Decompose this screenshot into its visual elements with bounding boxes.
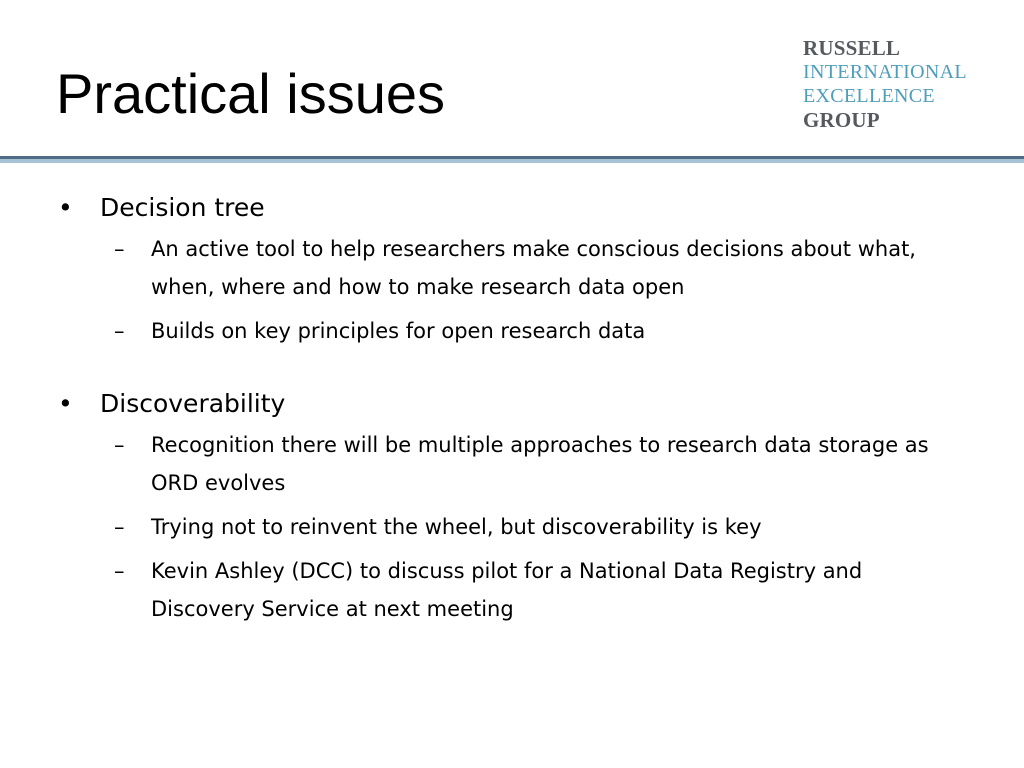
title-divider-shadow (0, 159, 1024, 163)
bullet-text: Discoverability (100, 389, 286, 418)
sub-bullet-text: Recognition there will be multiple approaches to research data storage as ORD evolves (151, 433, 929, 495)
bullet-marker: • (58, 193, 73, 222)
logo-line-international: INTERNATIONAL (803, 61, 967, 83)
dash-marker: – (114, 237, 125, 261)
dash-marker: – (114, 559, 125, 583)
bullet-text: Decision tree (100, 193, 265, 222)
sub-bullet-item (58, 230, 958, 306)
sub-bullet-text: An active tool to help researchers make conscious decisions about what, when, where and how to make research data open (151, 237, 916, 299)
bullet-item (58, 186, 958, 230)
logo-line-group: GROUP (803, 108, 880, 132)
sub-bullet-text: Kevin Ashley (DCC) to discuss pilot for a National Data Registry and Discovery Service at next meeting (151, 559, 863, 621)
bullet-item (58, 382, 958, 426)
sub-bullet-item (58, 312, 958, 350)
dash-marker: – (114, 515, 125, 539)
sub-bullet-item (58, 508, 958, 546)
bullet-section-discoverability (58, 382, 958, 628)
sub-bullet-item (58, 426, 958, 502)
sub-bullet-text: Trying not to reinvent the wheel, but discoverability is key (151, 515, 762, 539)
dash-marker: – (114, 433, 125, 457)
bullet-section-decision-tree (58, 186, 958, 350)
slide-title: Practical issues (56, 62, 446, 125)
logo-line-excellence: EXCELLENCE (803, 85, 935, 107)
russell-group-logo (803, 36, 967, 132)
logo-line-russell: RUSSELL (803, 36, 901, 60)
dash-marker: – (114, 319, 125, 343)
slide-body (58, 186, 958, 634)
bullet-marker: • (58, 389, 73, 418)
sub-bullet-text: Builds on key principles for open research data (151, 319, 646, 343)
sub-bullet-item (58, 552, 958, 628)
